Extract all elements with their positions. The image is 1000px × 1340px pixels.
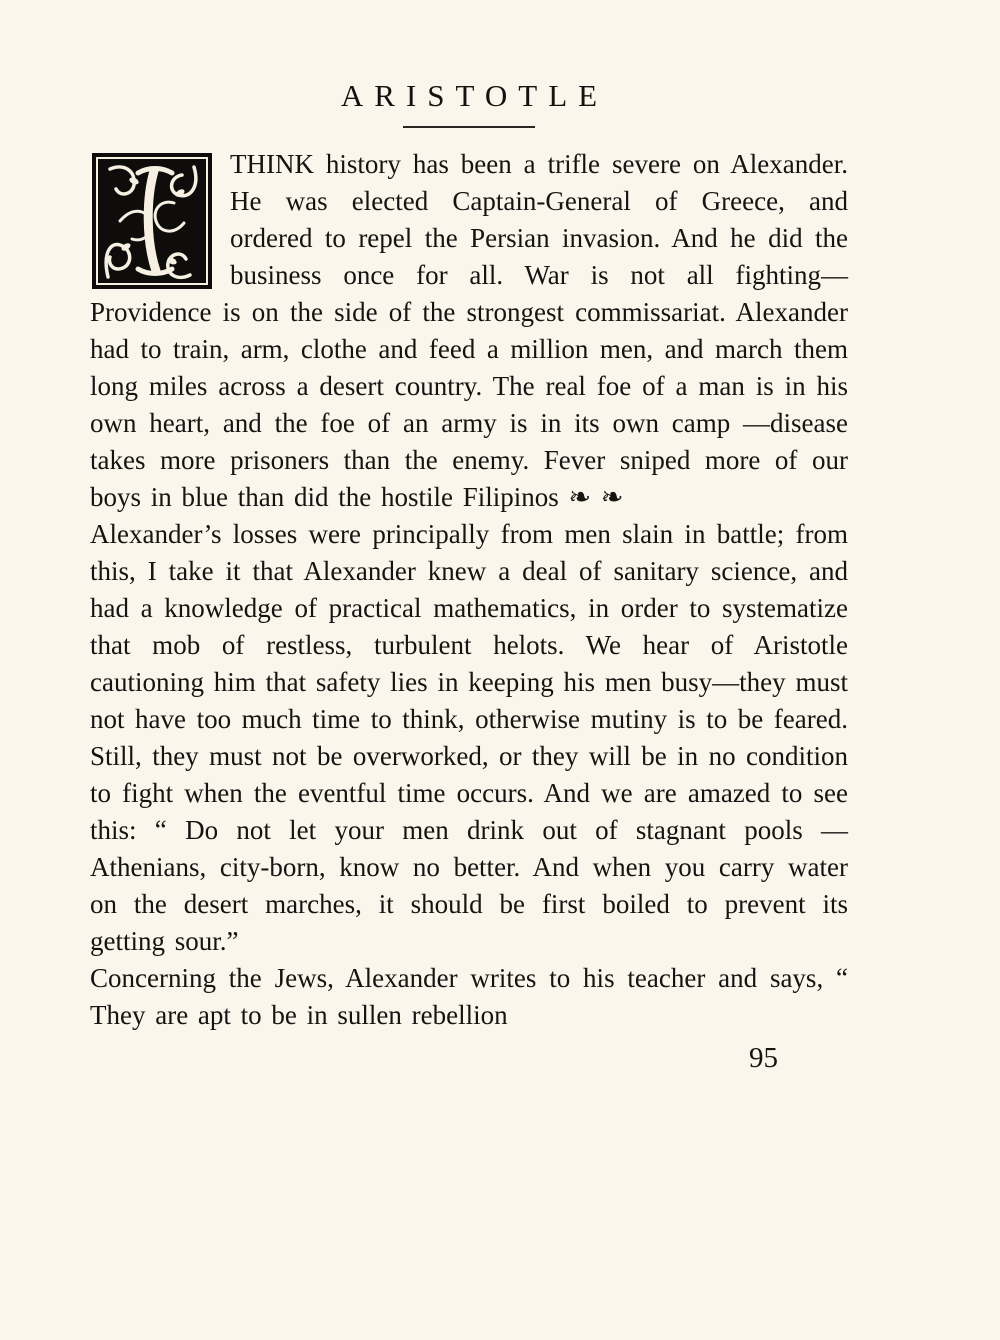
- paragraph-1-text: THINK history has been a trifle severe on Alexander. He was elected Captain-General of Greece, and ordered to repel the Persian invasion. And he did the business once for all. War is not all fighting—Providence is on the side of the strongest commissariat. Alexander had to train, arm, clothe and feed a million men, and march them long miles across a desert country. The real foe of a man is in his own heart, and the foe of an army is in its own camp —disease takes more prisoners than the enemy. Fever sniped more of our boys in blue than did the hostile Filipinos ❧ ❧: [90, 149, 848, 512]
- page-number: 95: [749, 1042, 778, 1074]
- paragraph-2: Alexander’s losses were principally from men slain in battle; from this, I take it that Alexander knew a deal of sanitary science, and had a knowledge of practical mathematics, in order to systematize that mob of restless, turbulent helots. We hear of Aristotle cautioning him that safety lies in keeping his men busy—they must not have too much time to think, otherwise mutiny is to be feared. Still, they must not be overworked, or they will be in no condition to fight when the eventful time occurs. And we are amazed to see this: “ Do not let your men drink out of stagnant pools —Athenians, city-born, know no better. And when you carry water on the desert marches, it should be first boiled to prevent its getting sour.”: [90, 519, 848, 956]
- paragraph-3: Concerning the Jews, Alexander writes to his teacher and says, “ They are apt to be in sullen rebellion: [90, 963, 848, 1030]
- title-rule: [403, 126, 535, 128]
- page-title: ARISTOTLE: [340, 78, 609, 113]
- dropcap-initial-icon: [90, 151, 214, 291]
- paragraph-1: [90, 146, 848, 516]
- body-text: [90, 146, 848, 1077]
- title-block: [90, 78, 848, 128]
